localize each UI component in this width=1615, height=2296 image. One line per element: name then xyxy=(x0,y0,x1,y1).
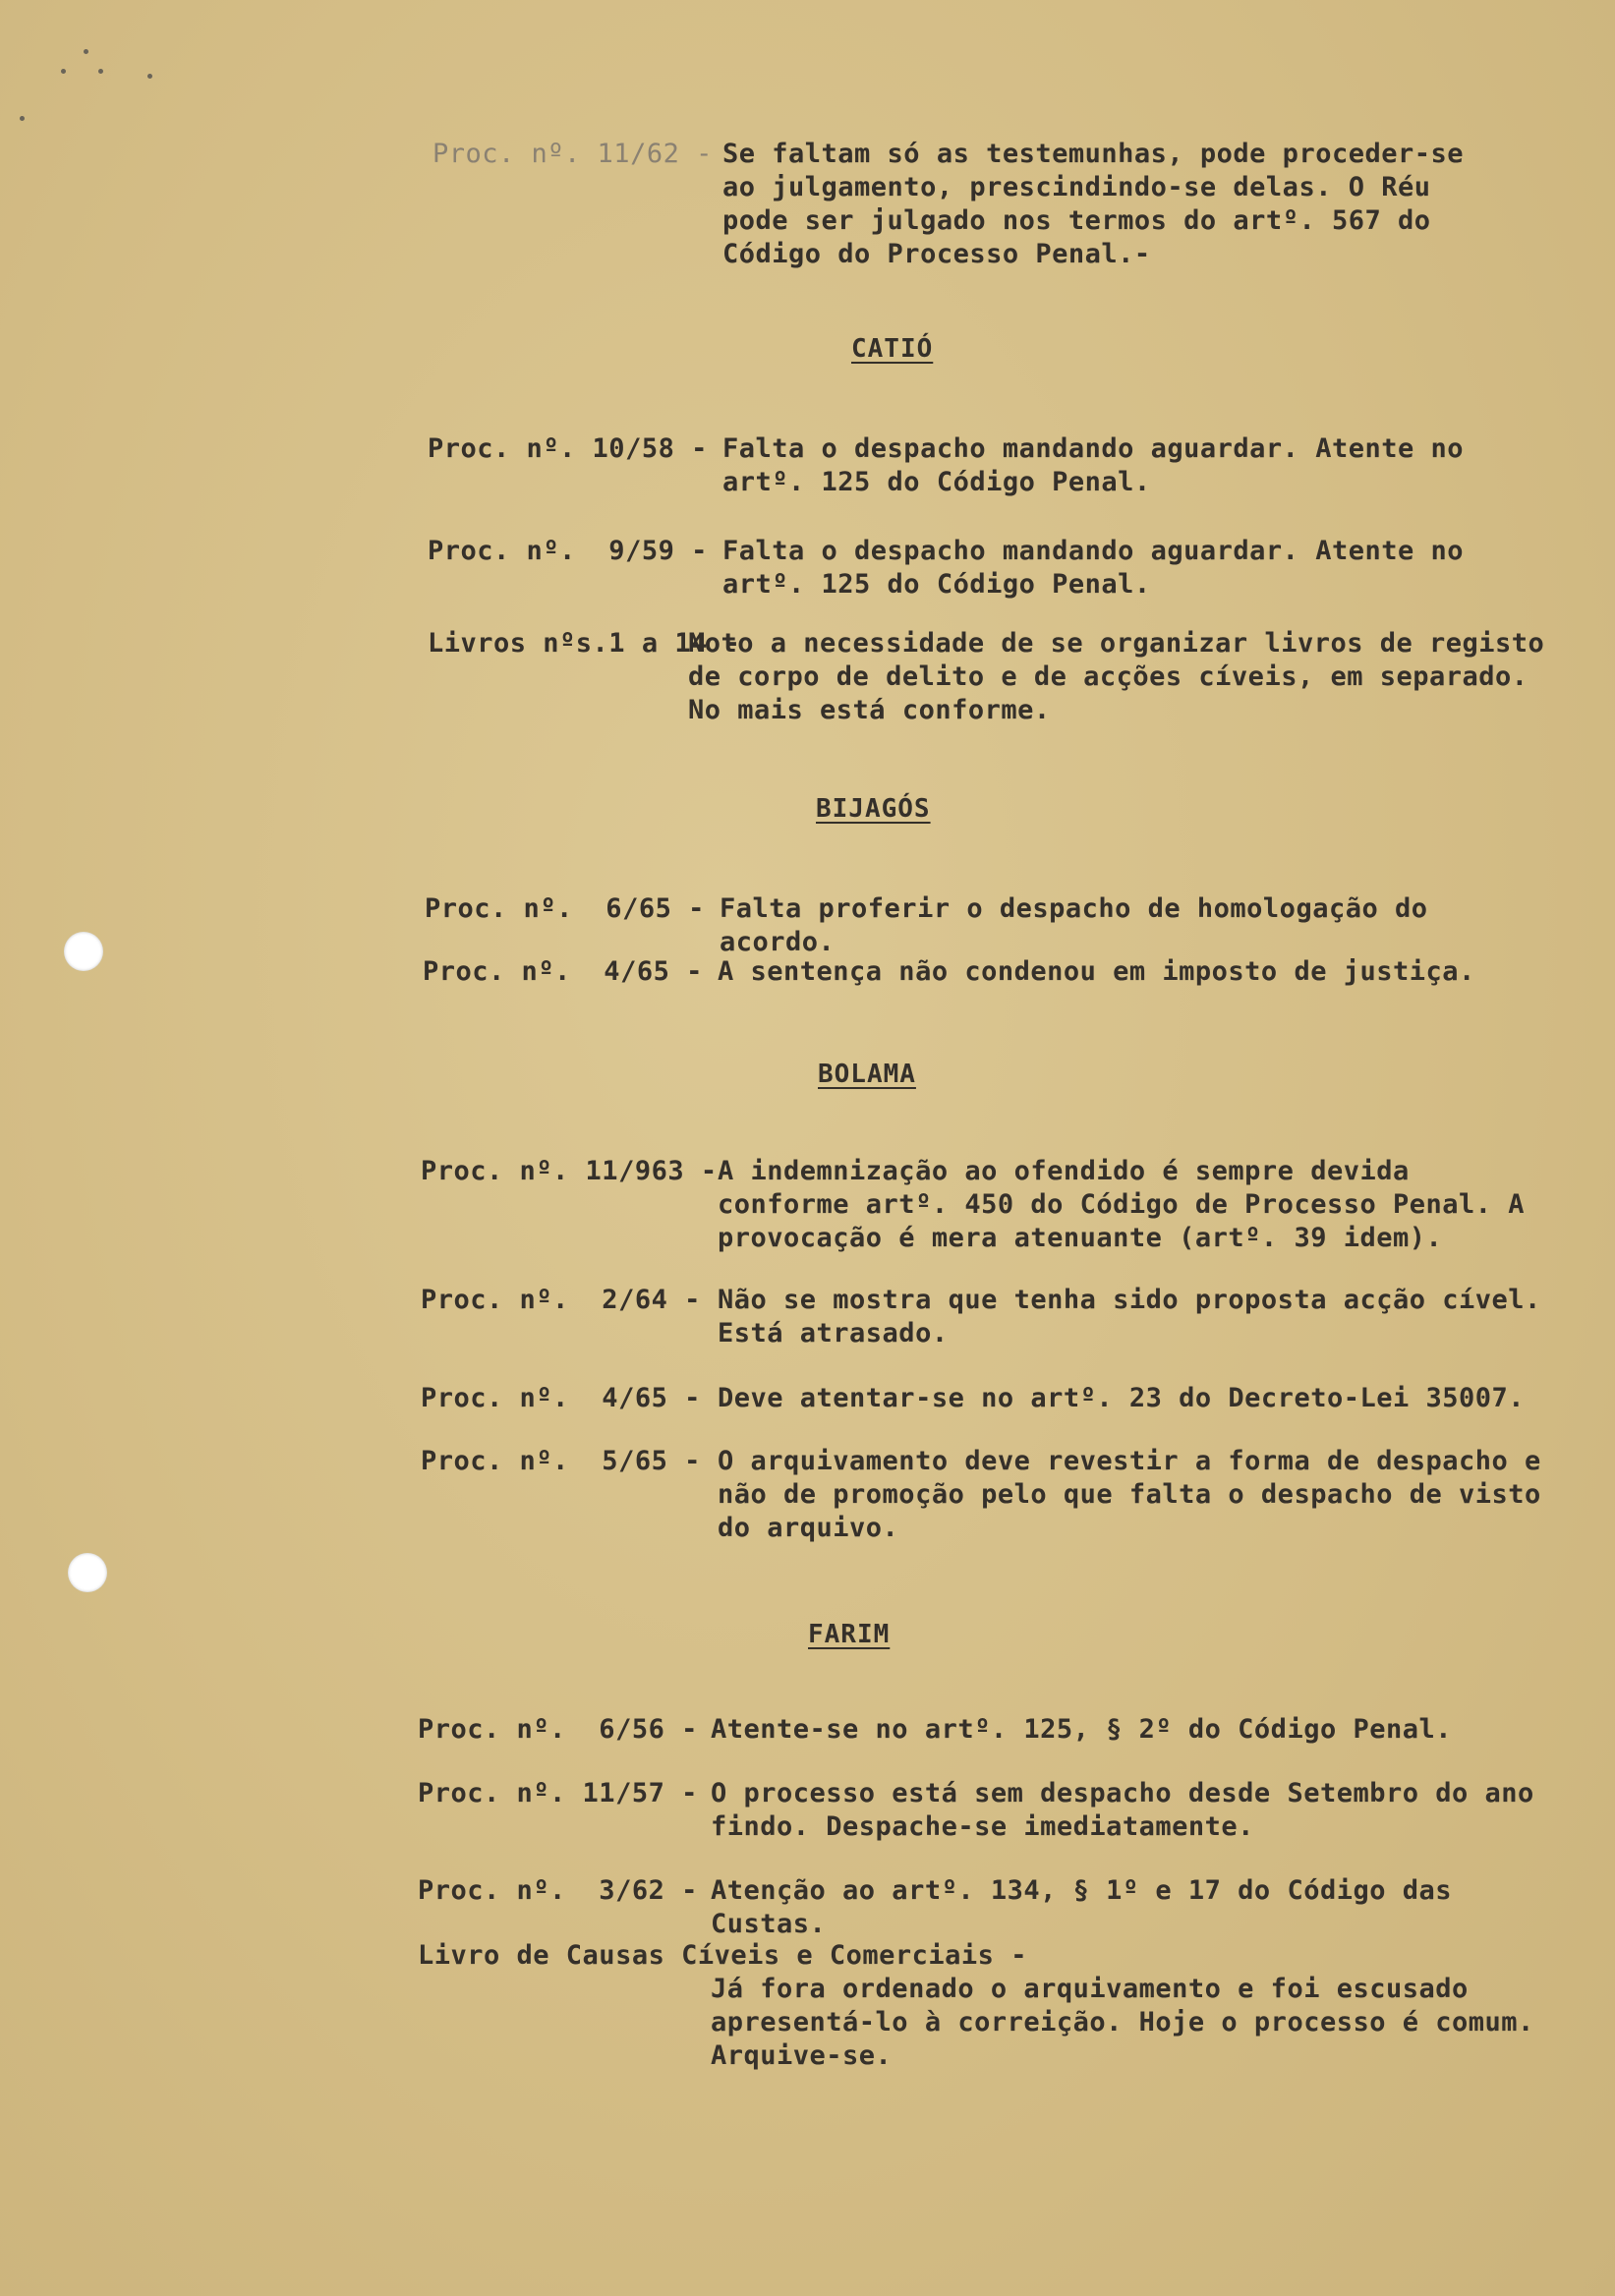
entry-text: Falta o despacho mandando aguardar. Atente no artº. 125 do Código Penal. xyxy=(722,536,1464,600)
entry-text: O processo está sem despacho desde Setembro do ano findo. Despache-se imediatamente. xyxy=(711,1778,1534,1842)
entry-ref: Proc. nº. 6/56 - xyxy=(418,1714,715,1745)
entry-farim-2 xyxy=(418,1777,1578,1844)
entry-text: A indemnização ao ofendido é sempre devida conforme artº. 450 do Código de Processo Penal. A provocação é mera atenuante (artº. 39 idem). xyxy=(718,1156,1526,1253)
entry-ref: Proc. nº. 2/64 - xyxy=(421,1285,718,1315)
entry-bijagos-1 xyxy=(425,892,1575,959)
entry-farim-4 xyxy=(418,1939,1578,2073)
entry-text: Se faltam só as testemunhas, pode proceder-se ao julgamento, prescindindo-se delas. O Réu pode ser julgado nos termos do artº. 567 do Código do Processo Penal.- xyxy=(722,139,1464,269)
entry-ref: Proc. nº. 4/65 - xyxy=(423,956,720,987)
entry-text: O arquivamento deve revestir a forma de despacho e não de promoção pelo que falta o despacho de visto do arquivo. xyxy=(718,1446,1541,1543)
entry-text: Não se mostra que tenha sido proposta acção cível. Está atrasado. xyxy=(718,1285,1541,1349)
entry-bolama-4 xyxy=(421,1445,1576,1545)
speck xyxy=(147,74,152,79)
punch-hole-upper xyxy=(64,932,103,971)
entry-text: Falta o despacho mandando aguardar. Atente no artº. 125 do Código Penal. xyxy=(722,433,1464,497)
entry-farim-3 xyxy=(418,1874,1587,1941)
entry-ref: Proc. nº. 11/62 - xyxy=(433,139,729,169)
entry-catio-2 xyxy=(428,535,1558,602)
entry-ref: Livros nºs.1 a 14 - xyxy=(428,628,758,659)
section-heading-catio: CATIÓ xyxy=(851,334,934,364)
entry-text: Atenção ao artº. 134, § 1º e 17 do Código das Custas. xyxy=(711,1875,1452,1939)
speck xyxy=(20,116,25,121)
entry-farim-1 xyxy=(418,1713,1578,1747)
entry-ref: Proc. nº. 3/62 - xyxy=(418,1875,715,1906)
entry-bolama-1 xyxy=(421,1155,1576,1255)
entry-ref: Proc. nº. 6/65 - xyxy=(425,893,721,924)
entry-text: Já fora ordenado o arquivamento e foi escusado apresentá-lo à correição. Hoje o processo é comum. Arquive-se. xyxy=(711,1974,1534,2071)
entry-bolama-2 xyxy=(421,1284,1576,1350)
entry-catio-3 xyxy=(428,627,1578,727)
entry-ref: Proc. nº. 9/59 - xyxy=(428,536,724,566)
entry-ref: Proc. nº. 10/58 - xyxy=(428,433,724,464)
entry-ref: Livro de Causas Cíveis e Comerciais - xyxy=(418,1940,1044,1971)
speck xyxy=(98,69,103,74)
entry-ref: Proc. nº. 5/65 - xyxy=(421,1446,718,1476)
entry-text: Deve atentar-se no artº. 23 do Decreto-Lei 35007. xyxy=(718,1383,1526,1413)
speck xyxy=(61,69,66,74)
speck xyxy=(84,49,88,54)
section-heading-bolama: BOLAMA xyxy=(818,1060,916,1089)
entry-ref: Proc. nº. 11/963 - xyxy=(421,1156,718,1186)
entry-ref: Proc. nº. 4/65 - xyxy=(421,1383,718,1413)
section-heading-bijagos: BIJAGÓS xyxy=(816,794,931,824)
entry-catio-1 xyxy=(428,432,1558,499)
entry-text: A sentença não condenou em imposto de justiça. xyxy=(718,956,1475,987)
entry-ref: Proc. nº. 11/57 - xyxy=(418,1778,715,1808)
punch-hole-lower xyxy=(68,1553,107,1592)
entry-text: Noto a necessidade de se organizar livros de registo de corpo de delito e de acções cíveis, em separado. No mais está conforme. xyxy=(688,628,1545,725)
section-heading-farim: FARIM xyxy=(808,1620,891,1649)
entry-text: Falta proferir o despacho de homologação do acordo. xyxy=(720,893,1428,957)
entry-proc-11-62 xyxy=(433,138,1533,271)
entry-bolama-3 xyxy=(421,1382,1576,1415)
entry-bijagos-2 xyxy=(423,955,1573,989)
entry-text: Atente-se no artº. 125, § 2º do Código Penal. xyxy=(711,1714,1452,1745)
